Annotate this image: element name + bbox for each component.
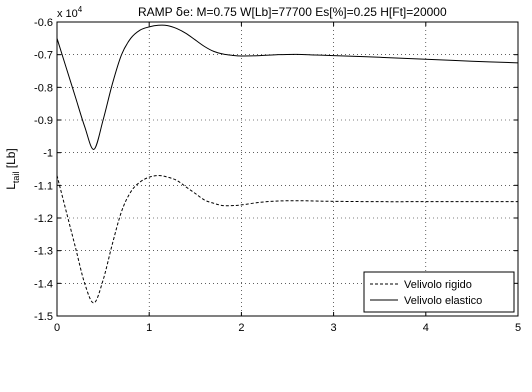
y-tick-label: -0.7: [34, 49, 53, 62]
legend: [364, 272, 514, 312]
x-tick-label: 2: [238, 322, 245, 334]
series-line-2: [57, 25, 518, 149]
series-lines: [57, 25, 518, 303]
legend-label-2: Velivolo elastico: [404, 295, 483, 307]
x-tick-label: 1: [146, 322, 153, 334]
legend-label-1: Velivolo rigido: [404, 279, 472, 291]
y-tick-label: -1.1: [34, 180, 53, 193]
y-axis-label: $L_{tail}$ [Lb]: [4, 148, 21, 190]
y-tick-label: -1.2: [34, 213, 53, 225]
x-tick-label: 0: [53, 322, 61, 334]
y-tick-label: -1.5: [34, 311, 53, 323]
x-tick-label: 4: [422, 322, 429, 334]
y-tick-label: -0.6: [34, 17, 53, 29]
y-tick-label: -1: [43, 147, 53, 160]
y-exponent-label: x $10^4$: [57, 5, 83, 20]
x-tick-label: 5: [514, 322, 522, 334]
y-tick-label: -1.3: [34, 245, 53, 258]
y-tick-label: -1.4: [34, 278, 53, 291]
y-tick-label: -0.9: [34, 115, 53, 127]
chart-title: RAMP δe: M=0.75 W[Lb]=77700 Es[%]=0.25 H[Ft]=20000: [138, 5, 447, 19]
y-tick-label: -0.8: [34, 82, 53, 95]
x-tick-label: 3: [330, 322, 337, 334]
